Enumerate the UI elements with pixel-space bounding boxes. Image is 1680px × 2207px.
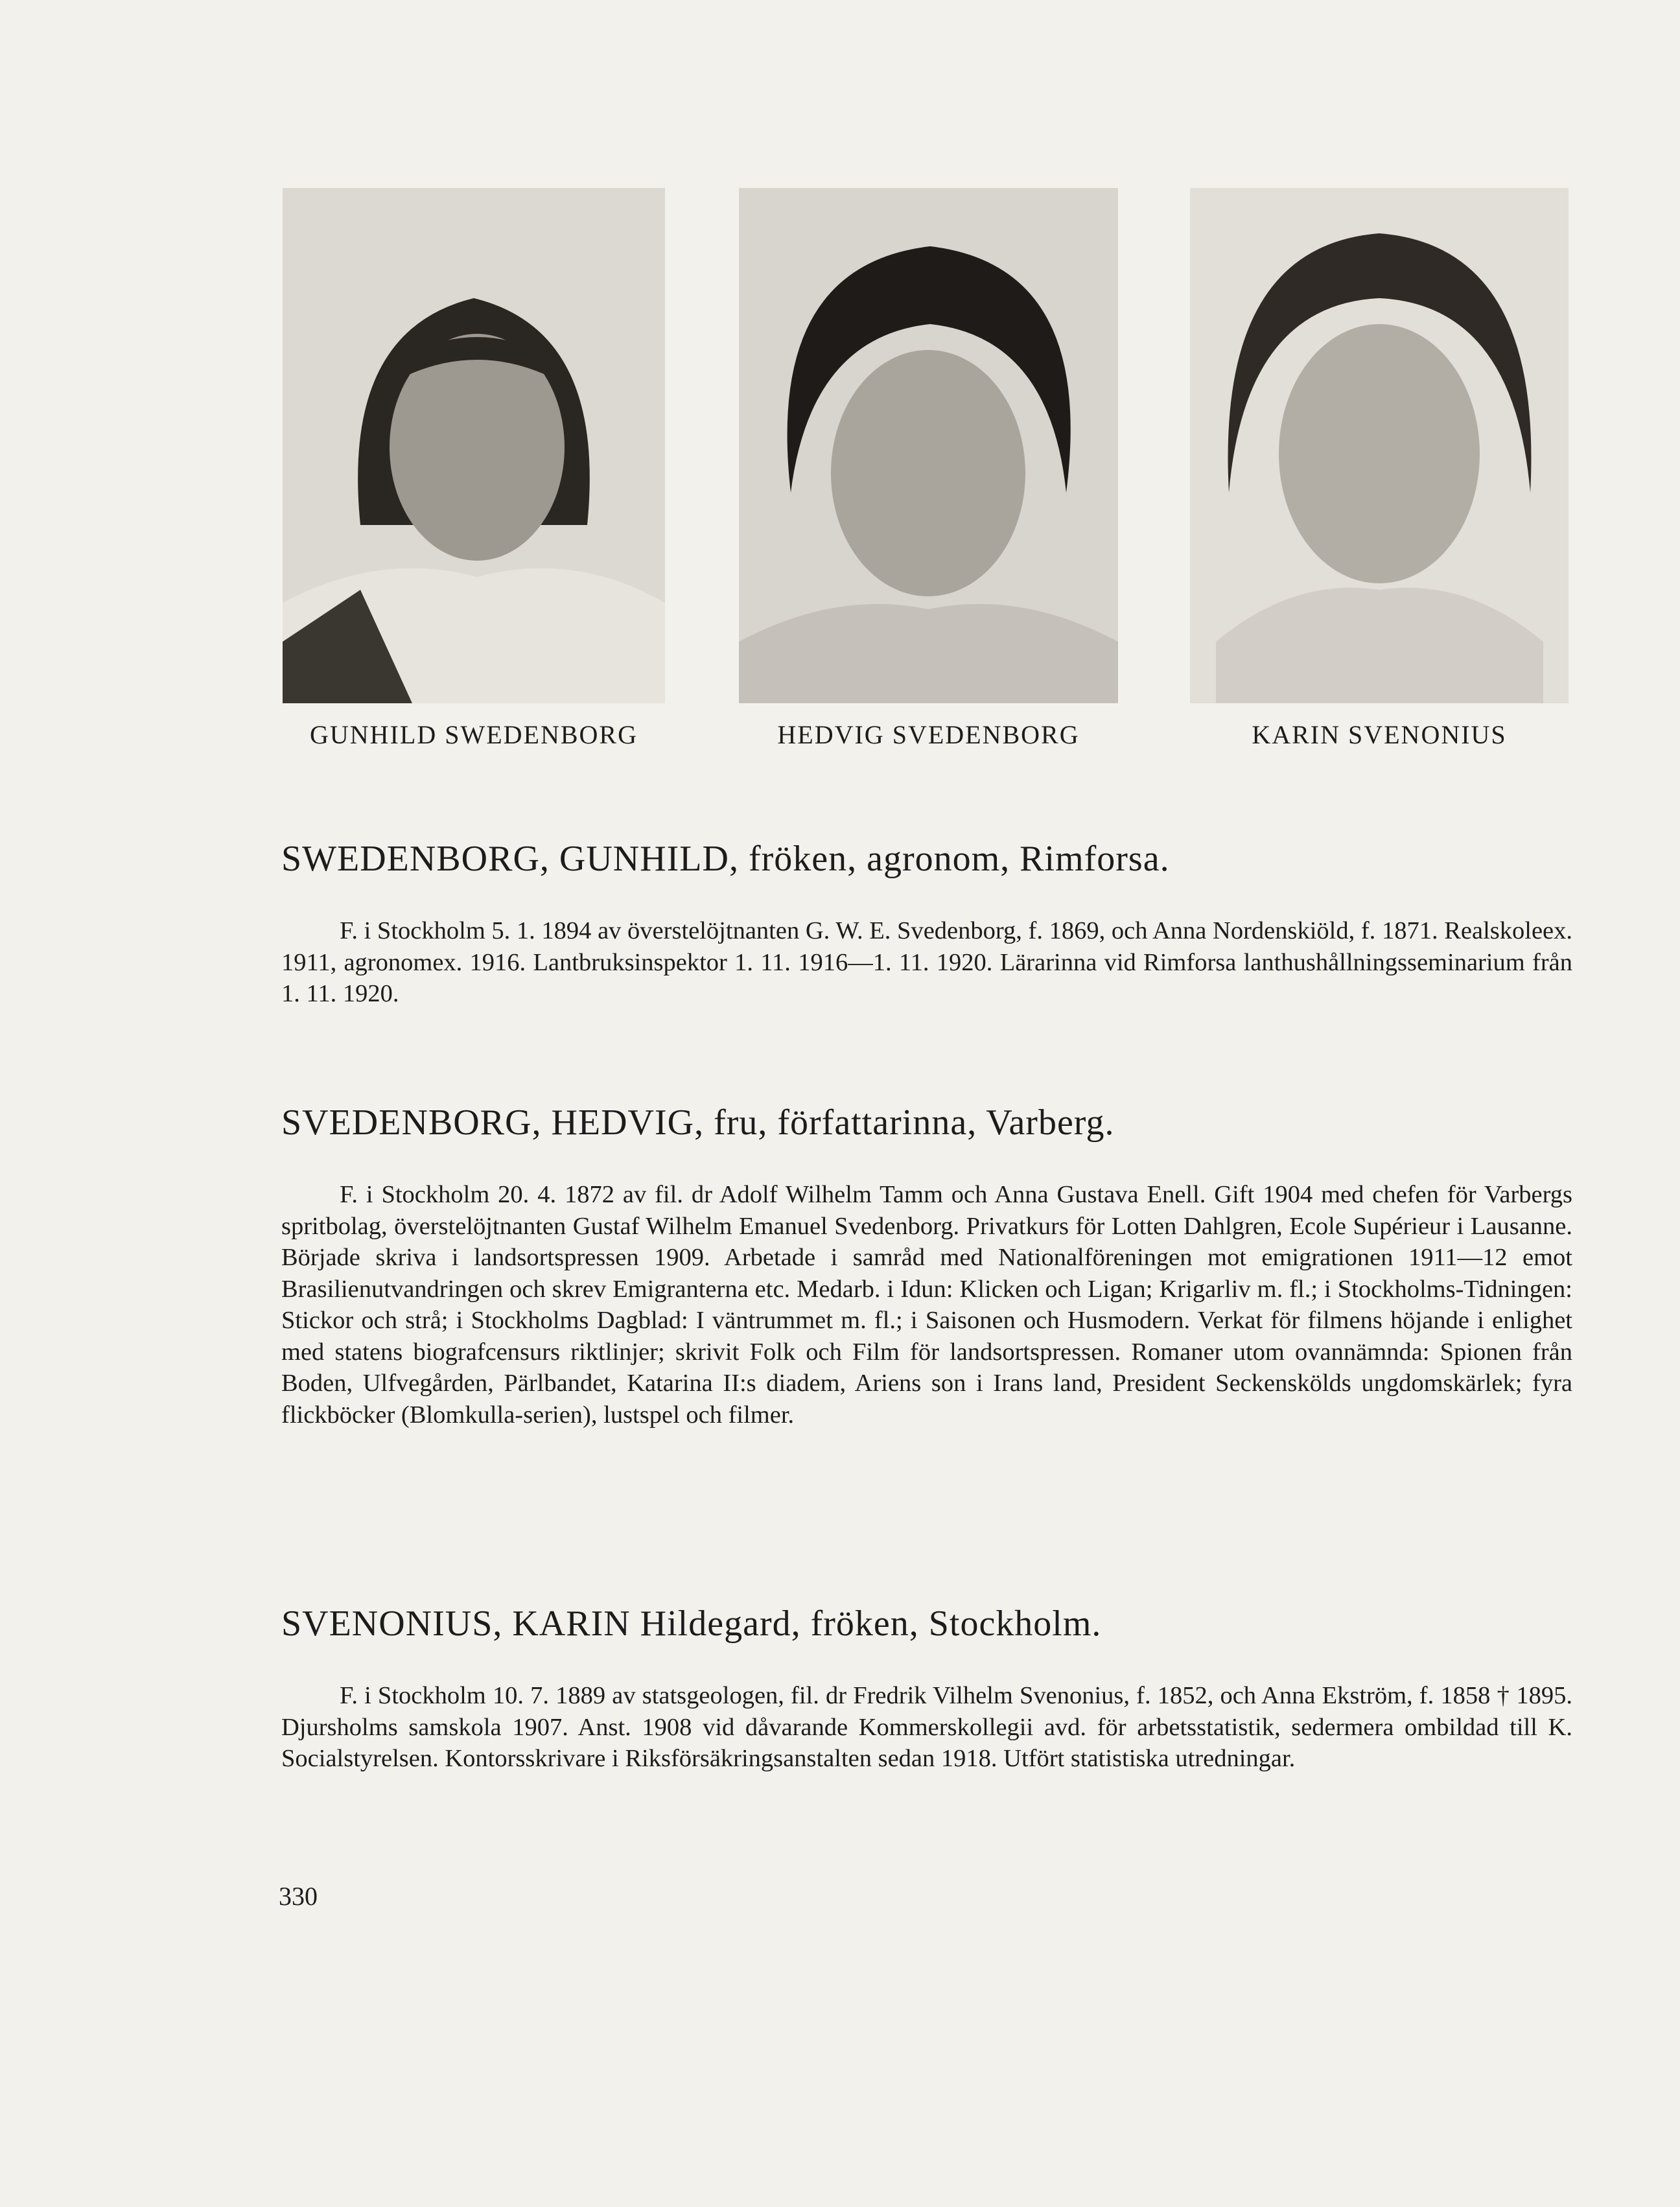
photo-caption: GUNHILD SWEDENBORG bbox=[310, 720, 638, 749]
portrait-photo-hedvig bbox=[739, 188, 1118, 703]
entry-heading: SVENONIUS, KARIN Hildegard, fröken, Stockholm. bbox=[281, 1604, 1102, 1644]
portrait-photo-gunhild bbox=[283, 188, 665, 703]
entry-heading: SVEDENBORG, HEDVIG, fru, författarinna, Varberg. bbox=[281, 1103, 1115, 1143]
photo-caption: KARIN SVENONIUS bbox=[1252, 720, 1507, 749]
biography-entry bbox=[281, 836, 1572, 1010]
entry-text: F. i Stockholm 5. 1. 1894 av överstelöjtnanten G. W. E. Svedenborg, f. 1869, och Anna Nordenskiöld, f. 1871. Realskoleex. 1911, agronomex. 1916. Lantbruksinspektor 1. 11. 1916—1. 11. 1920. Lärarinna vid Rimforsa lanthushållningsseminarium från 1. 11. 1920. bbox=[281, 917, 1572, 1007]
portrait-photo-karin bbox=[1190, 188, 1569, 703]
photo-caption: HEDVIG SVEDENBORG bbox=[777, 720, 1080, 749]
entry-heading: SWEDENBORG, GUNHILD, fröken, agronom, Rimforsa. bbox=[281, 839, 1170, 879]
biography-entry bbox=[281, 1601, 1572, 1775]
biography-entry bbox=[281, 1100, 1572, 1430]
entry-text: F. i Stockholm 20. 4. 1872 av fil. dr Adolf Wilhelm Tamm och Anna Gustava Enell. Gift 1904 med chefen för Varbergs spritbolag, överstelöjtnanten Gustaf Wilhelm Emanuel Svedenborg. Privatkurs för Lotten Dahlgren, Ecole Supérieur i Lausanne. Började skriva i landsortspressen 1909. Arbetade i samråd med Nationalföreningen mot emigrationen 1911—12 emot Brasilienutvandringen och skrev Emigranterna etc. Medarb. i Idun: Klicken och Ligan; Krigarliv m. fl.; i Stockholms-Tidningen: Stickor och strå; i Stockholms Dagblad: I väntrummet m. fl.; i Saisonen och Husmodern. Verkat för filmens höjande i enlighet med statens biografcensurs riktlinjer; skrivit Folk och Film för landsortspressen. Romaner utom ovannämnda: Spionen från Boden, Ulfvegården, Pärlbandet, Katarina II:s diadem, Ariens son i Irans land, President Seckenskölds ungdomskärlek; fyra flickböcker (Blomkulla-serien), lustspel och filmer. bbox=[281, 1181, 1572, 1429]
page-number: 330 bbox=[279, 1882, 318, 1911]
entry-text: F. i Stockholm 10. 7. 1889 av statsgeologen, fil. dr Fredrik Vilhelm Svenonius, f. 1852, och Anna Ekström, f. 1858 † 1895. Djursholms samskola 1907. Anst. 1908 vid dåvarande Kommerskollegii avd. för arbetsstatistik, sedermera ombildad till K. Socialstyrelsen. Kontorsskrivare i Riksförsäkringsanstalten sedan 1918. Utfört statistiska utredningar. bbox=[281, 1682, 1572, 1772]
